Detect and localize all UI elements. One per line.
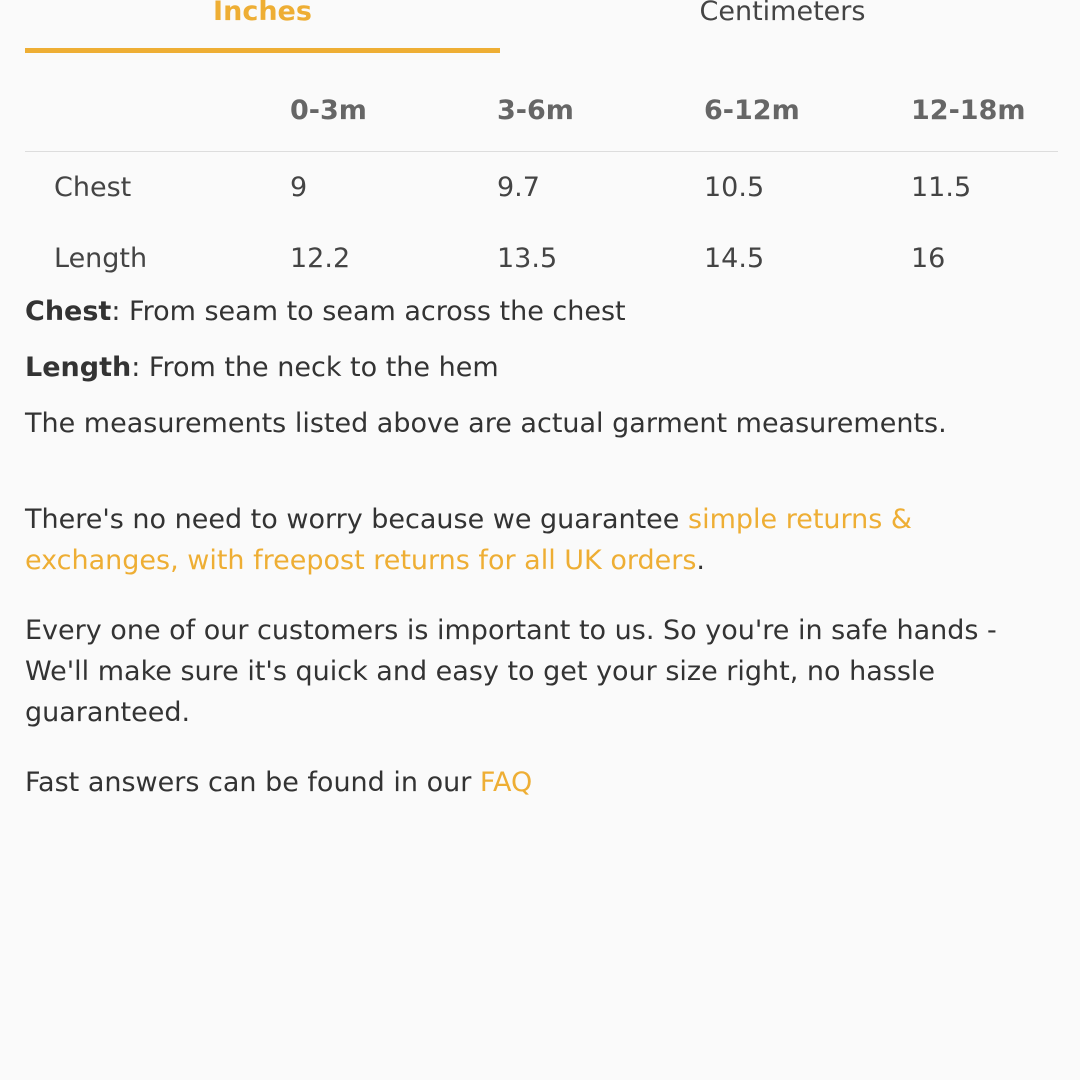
length-description: : From the neck to the hem	[131, 352, 499, 383]
chest-term: Chest	[25, 296, 112, 327]
size-table	[25, 70, 1058, 294]
size-table-corner	[25, 70, 290, 152]
chest-description: : From seam to seam across the chest	[111, 296, 626, 327]
faq-text: Fast answers can be found in our	[25, 767, 480, 798]
size-notes	[25, 292, 1055, 798]
size-column-header: 6-12m	[704, 70, 911, 152]
tab-inches[interactable]: Inches	[25, 0, 500, 53]
table-cell: 12.2	[290, 243, 351, 274]
table-row-chest	[25, 152, 1058, 224]
table-cell: 16	[911, 243, 946, 274]
length-definition	[25, 348, 1055, 404]
tab-centimeters[interactable]: Centimeters	[699, 0, 866, 27]
faq-paragraph	[25, 762, 1055, 803]
faq-link[interactable]: FAQ	[479, 767, 533, 798]
row-label: Chest	[54, 172, 132, 203]
table-cell: 9	[290, 172, 308, 203]
returns-paragraph	[25, 499, 1055, 581]
size-column-header: 3-6m	[497, 70, 704, 152]
row-label: Length	[54, 243, 148, 274]
unit-tabs	[25, 0, 1058, 52]
length-term: Length	[25, 352, 132, 383]
table-cell: 13.5	[497, 243, 558, 274]
assurance-paragraph: Every one of our customers is important to us. So you're in safe hands - We'll make sure it's quick and easy to get your size right, no hassle guaranteed.	[25, 615, 997, 728]
returns-text: There's no need to worry because we guarantee	[25, 504, 688, 535]
size-column-header: 12-18m	[911, 70, 1058, 152]
chest-definition	[25, 292, 1055, 348]
table-cell: 11.5	[911, 172, 972, 203]
table-cell: 10.5	[704, 172, 765, 203]
table-cell: 9.7	[497, 172, 540, 203]
returns-link[interactable]: simple returns & exchanges, with freepost returns for all UK orders	[25, 504, 912, 576]
measurement-disclaimer: The measurements listed above are actual garment measurements.	[25, 408, 947, 439]
size-table-header-row	[25, 70, 1058, 152]
table-row-length	[25, 223, 1058, 294]
size-column-header: 0-3m	[290, 70, 497, 152]
returns-period: .	[696, 545, 705, 576]
table-cell: 14.5	[704, 243, 765, 274]
